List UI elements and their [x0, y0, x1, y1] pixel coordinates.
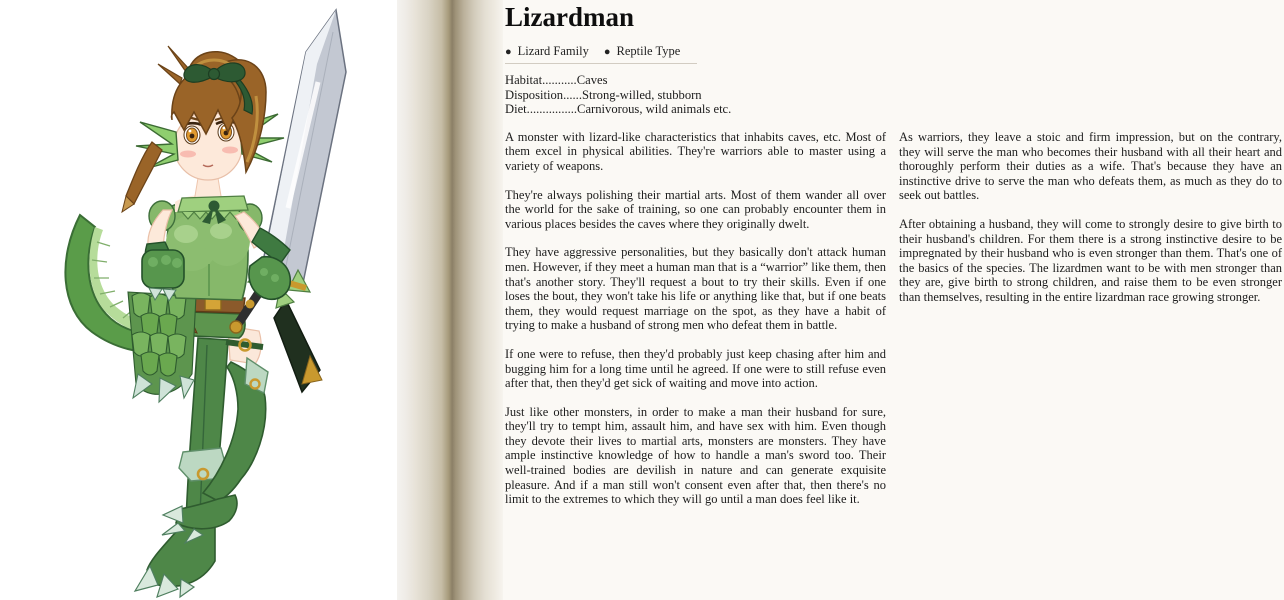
illustration-page [0, 0, 397, 600]
character-head [122, 46, 284, 224]
profile-habitat: Habitat...........Caves [505, 73, 608, 87]
bullet-icon: ● [603, 46, 611, 58]
paragraph: If one were to refuse, then they'd probably just keep chasing after him and bugging him for a long time until he agreed. If one were to still refuse even after that, then they'd get sick of waiting and move into action. [505, 346, 886, 391]
paragraph: After obtaining a husband, they will come to strongly desire to give birth to their husband's children. For them there is a strong instinctive desire to be impregnated by their husband who is even stronger than them. That's one of the basics of the species. The lizardmen want to be with men stronger than they are, give birth to strong children, and raise them to be even stronger than themselves, resulting in the entire lizardman race growing stronger. [899, 216, 1282, 304]
page-title: Lizardman [505, 2, 635, 32]
bullet-icon: ● [505, 46, 512, 58]
profile-disposition: Disposition......Strong-willed, stubborn [505, 87, 702, 102]
lizardman-illustration [0, 0, 397, 600]
tags-underline [505, 63, 697, 64]
paragraph: They have aggressive personalities, but they basically don't attack human men. However, if they meet a human man that is a “warrior” like them, then that's another story. They'll request a bout to try their skills. Even if one loses the bout, they won't take his life or anything like that, but if one beats them, they would request marriage on the spot, as they have a habit of trying to make a husband of strong men who defeat them in battle. [505, 245, 886, 333]
book-gutter [397, 0, 503, 600]
character-scale-skirt [128, 292, 196, 402]
tag-family-label: Lizard Family [517, 44, 589, 58]
paragraph: They're always polishing their martial arts. Most of them wander all over the world for the sake of training, so one can probably encounter them in various places besides the caves where they originally dwelt. [505, 187, 886, 231]
tag-type [604, 44, 680, 59]
character-scabbard [274, 300, 322, 392]
profile-block [505, 73, 886, 117]
article-page [503, 0, 1284, 600]
tag-family [505, 44, 589, 59]
type-tags [505, 44, 886, 59]
paragraph: Just like other monsters, in order to make a man their husband for sure, they'll try to tempt him, assault him, and have sex with him. Even though they devote their lives to martial arts, monsters are monsters. They have ample instinctive knowledge of how to handle a man's sword too. Their well-trained bodies are devilish in nature and can generate exquisite pleasure. And if a man still won't consent even after that, then there's no limit to the extremes to which they will go until a man does feel like it. [505, 404, 886, 507]
paragraph: As warriors, they leave a stoic and firm impression, but on the contrary, they will serve the man who becomes their husband with all their heart and thoroughly perform their duties as a wife. That's because they have an instinctive drive to serve the man who defeats them, as much as they do to seek out battles. [899, 130, 1282, 203]
paragraph: A monster with lizard-like characteristics that inhabits caves, etc. Most of them excel in physical abilities. They're warriors able to master using a variety of weapons. [505, 129, 886, 173]
tag-type-label: Reptile Type [616, 44, 681, 58]
article-column-left [505, 0, 886, 521]
profile-diet: Diet................Carnivorous, wild animals etc. [505, 102, 732, 117]
article-column-right [899, 130, 1282, 319]
